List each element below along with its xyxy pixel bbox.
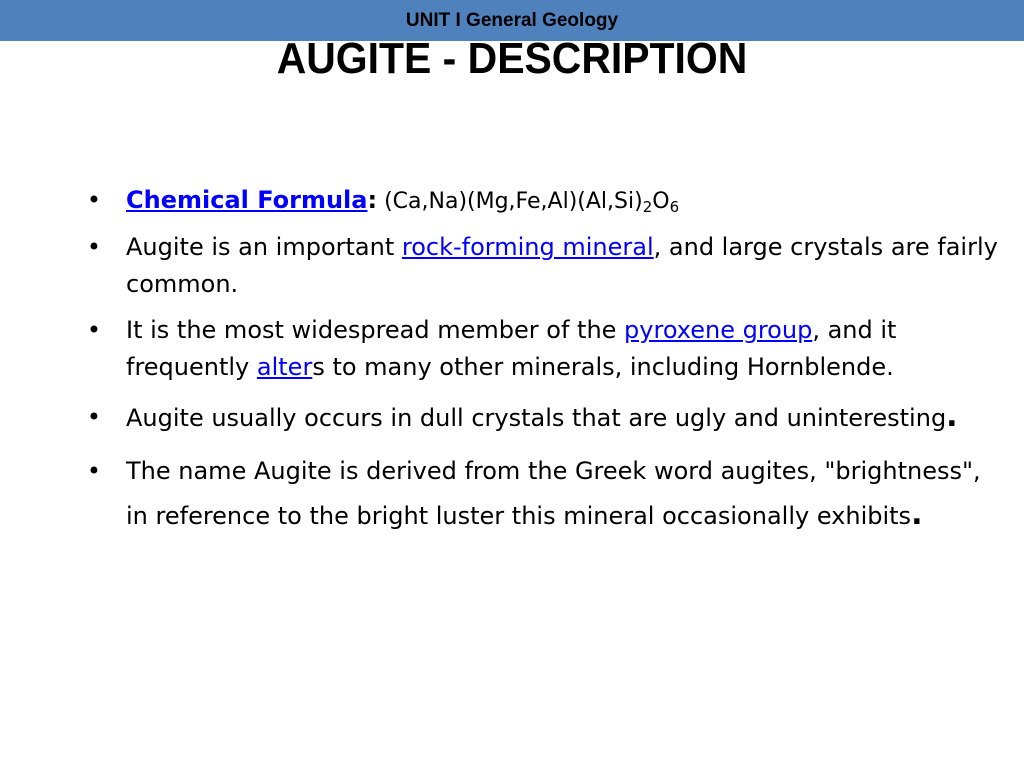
bullet-icon: • (86, 403, 102, 431)
bullet-text-start: It is the most widespread member of the (126, 316, 625, 344)
bullet-icon: • (86, 233, 102, 261)
bullet-item-rock-forming (84, 229, 999, 303)
bullet-item-pyroxene (84, 312, 999, 386)
unit-banner: UNIT I General Geology (0, 0, 1024, 41)
pyroxene-group-link[interactable]: pyroxene group (624, 316, 813, 344)
bullet-item-formula (84, 182, 999, 220)
bullet-text: Augite usually occurs in dull crystals that are ugly and uninteresting (126, 404, 947, 432)
bullet-icon: • (86, 186, 102, 214)
bullet-text-end: s to many other minerals, including Hornblende. (312, 353, 894, 381)
bullet-list (84, 182, 999, 547)
formula-oxygen: O (652, 189, 670, 214)
slide-title: AUGITE - DESCRIPTION (276, 34, 748, 83)
formula-main: (Ca,Na)(Mg,Fe,Al)(Al,Si) (377, 189, 643, 214)
formula-text (377, 189, 679, 214)
bullet-icon: • (86, 316, 102, 344)
bullet-text-end: , and large crystals are fairly common. (126, 233, 998, 298)
bullet-text-start: Augite is an important (126, 233, 402, 261)
bullet-text: The name Augite is derived from the Greek word augites, "brightness", in reference to the bright luster this mineral occasionally exhibits (126, 457, 981, 530)
colon: : (367, 186, 378, 214)
chemical-formula-link[interactable]: Chemical Formula (126, 186, 368, 214)
formula-subscript-2: 2 (642, 198, 653, 216)
bullet-item-dull-crystals (84, 395, 999, 440)
alter-link[interactable]: alter (256, 353, 313, 381)
period: . (946, 399, 958, 434)
bullet-item-name-origin (84, 449, 999, 538)
formula-subscript-6: 6 (669, 198, 680, 216)
period: . (911, 497, 923, 532)
bullet-text-middle: , and it frequently (126, 316, 897, 381)
bullet-icon: • (86, 457, 102, 485)
rock-forming-mineral-link[interactable]: rock-forming mineral (401, 233, 654, 261)
